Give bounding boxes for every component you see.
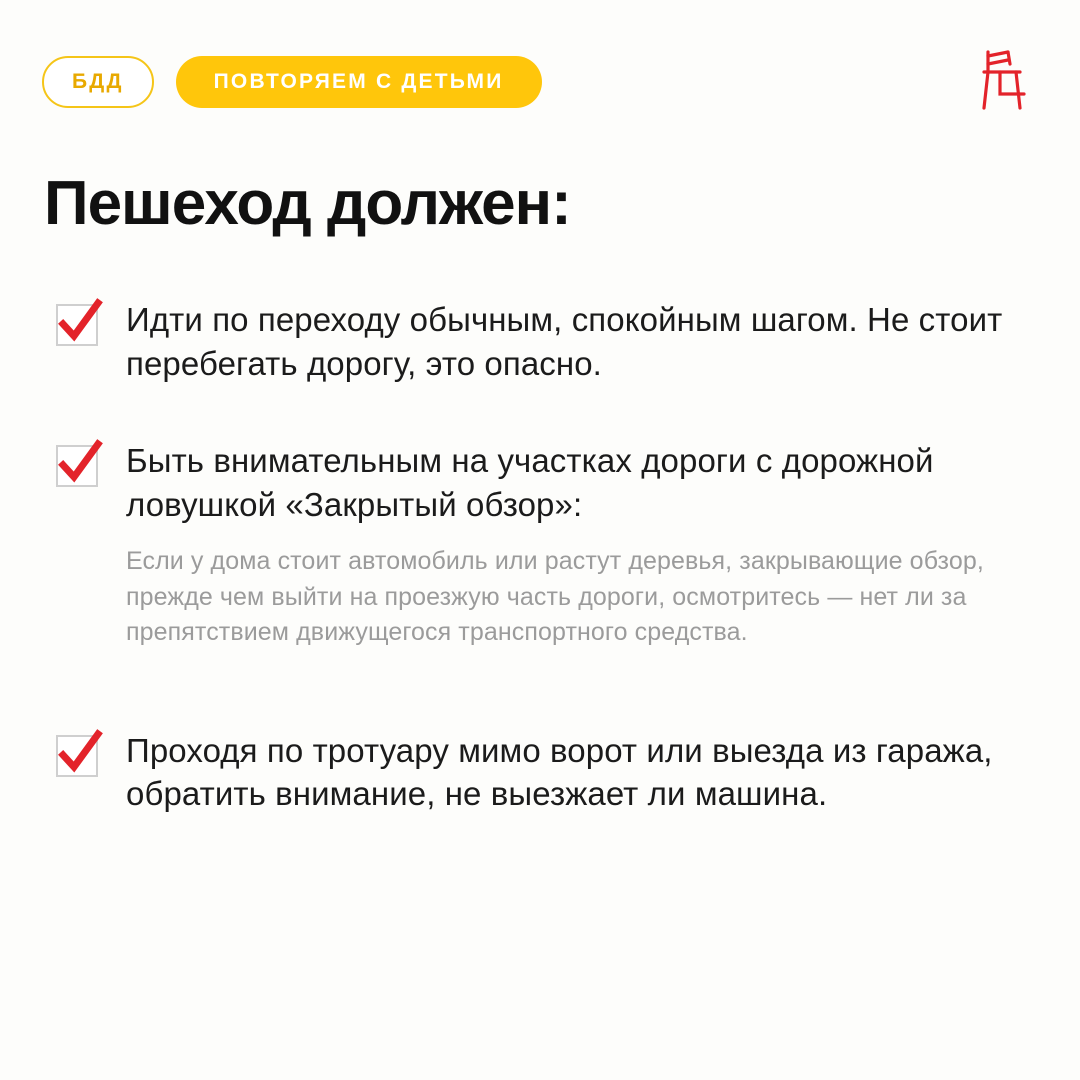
header bbox=[42, 54, 1038, 110]
rules-list bbox=[56, 298, 1020, 870]
checkbox-checked-icon bbox=[56, 445, 98, 487]
badge-repeat-with-children bbox=[176, 56, 542, 108]
page-title: Пешеход должен: bbox=[44, 169, 571, 238]
badge-bdd bbox=[42, 56, 154, 108]
checkbox-checked-icon bbox=[56, 304, 98, 346]
list-item-text: Идти по переходу обычным, спокойным шагом. Не стоит перебегать дорогу, это опасно. bbox=[126, 301, 1003, 382]
list-item-body bbox=[126, 729, 1020, 816]
list-item-note: Если у дома стоит автомобиль или растут деревья, закрывающие обзор, прежде чем выйти на проезжую часть дороги, осмотритесь — нет ли за препятствием движущегося транспортного средства. bbox=[126, 547, 984, 647]
list-item bbox=[56, 729, 1020, 816]
list-item-text: Проходя по тротуару мимо ворот или выезда из гаража, обратить внимание, не выезжает ли машина. bbox=[126, 731, 993, 813]
list-item bbox=[56, 298, 1020, 385]
badge-repeat-label: ПОВТОРЯЕМ С ДЕТЬМИ bbox=[213, 70, 504, 93]
list-item bbox=[56, 439, 1020, 651]
badge-bdd-label: БДД bbox=[72, 70, 124, 93]
checkbox-checked-icon bbox=[56, 735, 98, 777]
list-item-body bbox=[126, 298, 1020, 385]
list-item-body bbox=[126, 439, 1020, 651]
list-item-text: Быть внимательным на участках дороги с дорожной ловушкой «Закрытый обзор»: bbox=[126, 442, 934, 523]
red-chair-logo-icon bbox=[964, 42, 1038, 116]
